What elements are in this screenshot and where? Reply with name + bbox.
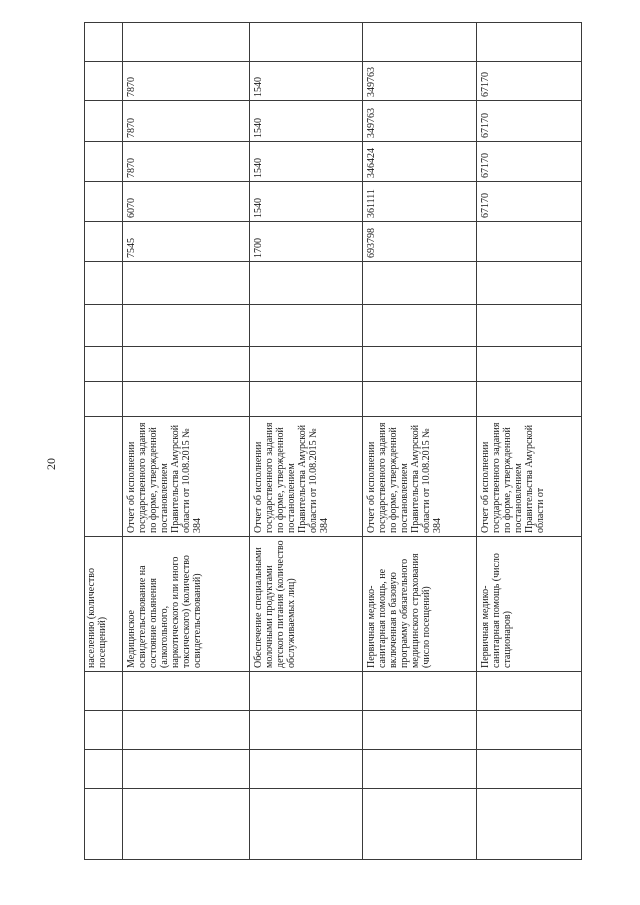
value-cell: 349763: [363, 101, 477, 142]
empty-cell: [477, 711, 582, 750]
value-cell: [477, 262, 582, 305]
empty-cell: [85, 750, 123, 789]
value-cell: 1540: [250, 142, 363, 182]
value-cell: [477, 382, 582, 417]
empty-cell: [123, 789, 250, 860]
value-cell: [250, 305, 363, 347]
table-row: [363, 23, 477, 860]
value-cell: [85, 222, 123, 262]
indicator-description-cell: населению (количество посещений): [85, 537, 123, 672]
empty-cell: [363, 750, 477, 789]
rotated-page-content: [84, 22, 581, 860]
table-row: [477, 23, 582, 860]
value-cell: [85, 262, 123, 305]
empty-cell: [123, 750, 250, 789]
empty-cell: [477, 789, 582, 860]
value-cell: [477, 23, 582, 62]
value-cell: [363, 382, 477, 417]
value-cell: [85, 142, 123, 182]
empty-cell: [85, 711, 123, 750]
value-cell: [250, 23, 363, 62]
value-cell: [477, 347, 582, 382]
empty-cell: [250, 711, 363, 750]
empty-cell: [85, 672, 123, 711]
value-cell: [85, 101, 123, 142]
value-cell: [85, 182, 123, 222]
empty-cell: [363, 672, 477, 711]
value-cell: 1540: [250, 101, 363, 142]
value-cell: 7545: [123, 222, 250, 262]
empty-cell: [123, 711, 250, 750]
empty-cell: [477, 672, 582, 711]
value-cell: 1700: [250, 222, 363, 262]
data-source-cell: [85, 417, 123, 537]
indicators-table: [84, 22, 582, 860]
value-cell: 7870: [123, 62, 250, 101]
value-cell: 1540: [250, 182, 363, 222]
indicator-description-cell: Первичная медико-санитарная помощь, не включенная в базовую программу обязательного медицинского страхования (число посещений): [363, 537, 477, 672]
value-cell: [250, 347, 363, 382]
empty-cell: [250, 750, 363, 789]
value-cell: [477, 222, 582, 262]
value-cell: 361111: [363, 182, 477, 222]
indicator-description-cell: Обеспечение специальными молочными продуктами детского питания (количество обслуживаемых лиц): [250, 537, 363, 672]
value-cell: 1540: [250, 62, 363, 101]
empty-cell: [85, 789, 123, 860]
value-cell: 67170: [477, 101, 582, 142]
table-row: [123, 23, 250, 860]
value-cell: 67170: [477, 142, 582, 182]
value-cell: 7870: [123, 142, 250, 182]
data-source-cell: Отчет об исполнении государственного задания по форме, утвержденной постановлением Правительства Амурской области от 10.08.2015 № 384: [363, 417, 477, 537]
value-cell: [363, 23, 477, 62]
value-cell: 6070: [123, 182, 250, 222]
value-cell: [363, 262, 477, 305]
value-cell: [85, 62, 123, 101]
empty-cell: [477, 750, 582, 789]
empty-cell: [123, 672, 250, 711]
value-cell: [85, 347, 123, 382]
value-cell: 67170: [477, 182, 582, 222]
value-cell: [250, 262, 363, 305]
value-cell: [123, 262, 250, 305]
value-cell: [123, 23, 250, 62]
indicator-description-cell: Медицинское освидетельствование на состояние опьянения (алкогольного, наркотического или иного токсического) (количество освидетельствований): [123, 537, 250, 672]
value-cell: [363, 347, 477, 382]
value-cell: [250, 382, 363, 417]
value-cell: 693798: [363, 222, 477, 262]
data-source-cell: Отчет об исполнении государственного задания по форме, утвержденной постановлением Правительства Амурской области от 10.08.2015 № 384: [123, 417, 250, 537]
value-cell: 346424: [363, 142, 477, 182]
indicator-description-cell: Первичная медико-санитарная помощь (число стационаров): [477, 537, 582, 672]
value-cell: 67170: [477, 62, 582, 101]
empty-cell: [363, 789, 477, 860]
value-cell: [85, 382, 123, 417]
empty-cell: [250, 789, 363, 860]
value-cell: 7870: [123, 101, 250, 142]
empty-cell: [250, 672, 363, 711]
value-cell: [363, 305, 477, 347]
table-row: [85, 23, 123, 860]
value-cell: [85, 305, 123, 347]
table-row: [250, 23, 363, 860]
empty-cell: [363, 711, 477, 750]
page-number: 20: [44, 458, 58, 470]
value-cell: 349763: [363, 62, 477, 101]
value-cell: [123, 347, 250, 382]
value-cell: [123, 382, 250, 417]
value-cell: [477, 305, 582, 347]
value-cell: [123, 305, 250, 347]
data-source-cell: Отчет об исполнении государственного задания по форме, утвержденной постановлением Правительства Амурской области от 10.08.2015 № 384: [250, 417, 363, 537]
value-cell: [85, 23, 123, 62]
data-source-cell: Отчет об исполнении государственного задания по форме, утвержденной постановлением Правительства Амурской области от: [477, 417, 582, 537]
